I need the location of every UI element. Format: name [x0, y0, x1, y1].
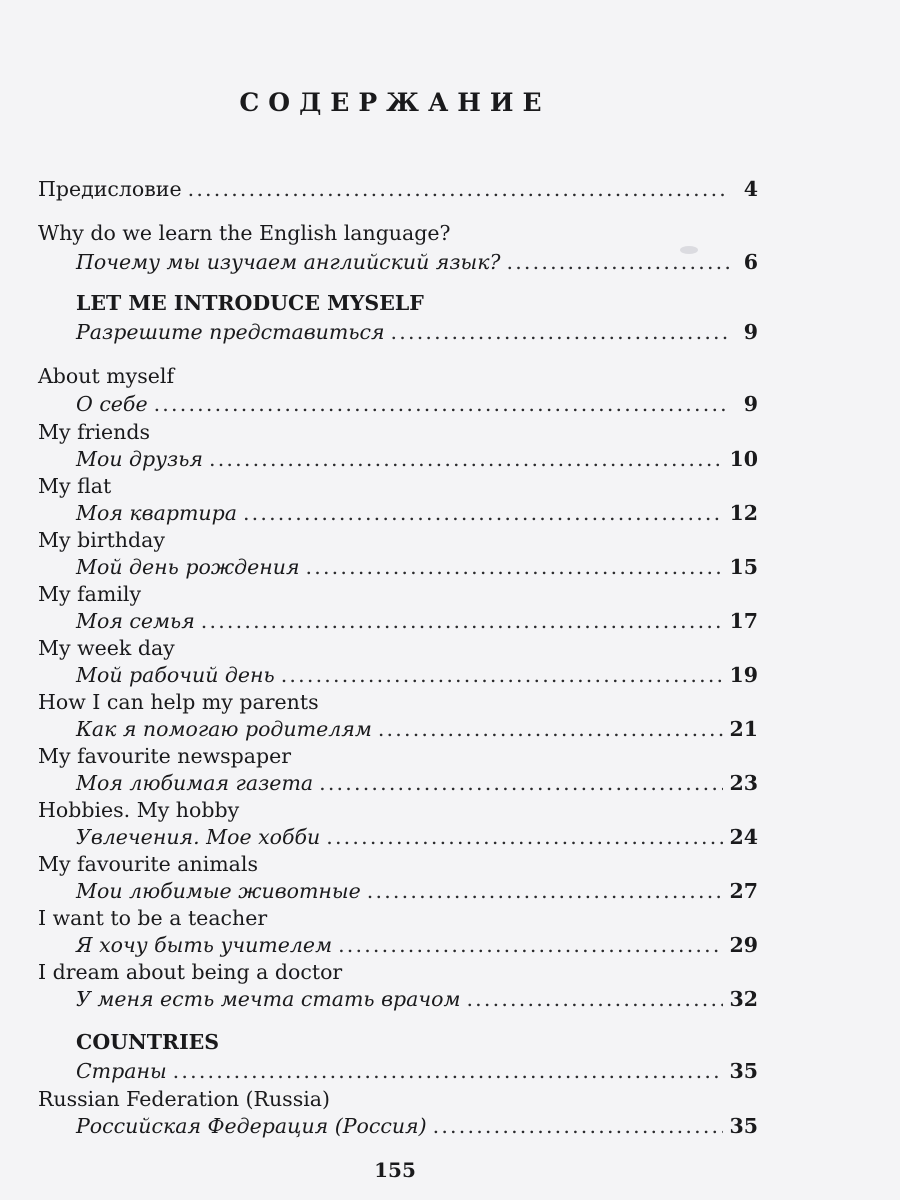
toc-entry-text: Мои любимые животные	[76, 879, 361, 903]
toc-page-number: 12	[729, 501, 758, 525]
toc-entry	[76, 318, 758, 346]
toc-page-number: 19	[729, 663, 758, 687]
toc-entry-title: Why do we learn the English language?	[38, 221, 451, 245]
toc-entry	[76, 499, 758, 527]
toc-entry	[76, 715, 758, 743]
toc-entry-title: My favourite animals	[38, 852, 258, 876]
toc-entry	[76, 661, 758, 689]
toc-entry	[76, 931, 758, 959]
toc-section-heading: COUNTRIES	[76, 1030, 220, 1054]
toc-entry-text: Мой рабочий день	[76, 663, 275, 687]
toc-entry-text: О себе	[76, 392, 148, 416]
toc-entry-text: Страны	[76, 1059, 167, 1083]
dot-leader	[506, 248, 730, 276]
toc-page-number: 21	[729, 717, 758, 741]
dot-leader	[378, 715, 724, 743]
dot-leader	[243, 499, 724, 527]
dot-leader	[281, 661, 724, 689]
toc-entry-title: My week day	[38, 636, 175, 660]
toc-entry-title: Russian Federation (Russia)	[38, 1087, 330, 1111]
toc-entry-title: My birthday	[38, 528, 165, 552]
dot-leader	[391, 318, 730, 346]
toc-entry	[76, 390, 758, 418]
dot-leader	[338, 931, 723, 959]
toc-entry-preface	[38, 175, 758, 203]
dot-leader	[367, 877, 724, 905]
toc-entry	[76, 553, 758, 581]
toc-entry-title: About myself	[38, 364, 175, 388]
toc-entry-text: Моя любимая газета	[76, 771, 314, 795]
toc-entry-title: My favourite newspaper	[38, 744, 292, 768]
toc-entry-title: I dream about being a doctor	[38, 960, 343, 984]
toc-page-number: 29	[729, 933, 758, 957]
toc-page-number: 10	[729, 447, 758, 471]
toc-page-number: 9	[743, 320, 758, 344]
toc-entry-text: Разрешите представиться	[76, 320, 385, 344]
toc-page-number: 35	[729, 1059, 758, 1083]
toc-page-number: 9	[743, 392, 758, 416]
toc-entry	[76, 1057, 758, 1085]
toc-page-number: 6	[743, 250, 758, 274]
toc-entry-text: Почему мы изучаем английский язык?	[76, 250, 501, 274]
dot-leader	[154, 390, 730, 418]
toc-entry	[76, 877, 758, 905]
toc-entry-text: Мой день рождения	[76, 555, 300, 579]
toc-entry-title: I want to be a teacher	[38, 906, 268, 930]
toc-entry-text: Моя квартира	[76, 501, 237, 525]
page-title: СОДЕРЖАНИЕ	[239, 88, 551, 117]
toc-entry	[76, 1112, 758, 1140]
toc-entry-title: How I can help my parents	[38, 690, 319, 714]
toc-entry-title: My family	[38, 582, 142, 606]
toc-entry-title: My friends	[38, 420, 151, 444]
toc-entry-text: У меня есть мечта стать врачом	[76, 987, 461, 1011]
toc-entry-text: Как я помогаю родителям	[76, 717, 372, 741]
toc-page-number: 23	[729, 771, 758, 795]
toc-entry	[76, 445, 758, 473]
toc-page-number: 24	[729, 825, 758, 849]
dot-leader	[209, 445, 723, 473]
toc-entry-text: Предисловие	[38, 177, 182, 201]
toc-page-number: 27	[729, 879, 758, 903]
toc-page-number: 35	[729, 1114, 758, 1138]
dot-leader	[306, 553, 724, 581]
page-number-footer: 155	[374, 1158, 416, 1182]
dot-leader	[326, 823, 723, 851]
toc-entry	[76, 769, 758, 797]
dot-leader	[319, 769, 723, 797]
toc-entry	[76, 823, 758, 851]
toc-section-heading: LET ME INTRODUCE MYSELF	[76, 291, 424, 315]
toc-entry	[76, 607, 758, 635]
toc-entry-text: Мои друзья	[76, 447, 203, 471]
toc-entry-text: Я хочу быть учителем	[76, 933, 333, 957]
toc-page-number: 4	[743, 177, 758, 201]
toc-entry-text: Моя семья	[76, 609, 195, 633]
toc-entry-text: Российская Федерация (Россия)	[76, 1114, 427, 1138]
dot-leader	[433, 1112, 724, 1140]
toc-entry	[76, 985, 758, 1013]
toc-page-number: 32	[729, 987, 758, 1011]
dot-leader	[466, 985, 723, 1013]
toc-page-number: 15	[729, 555, 758, 579]
dot-leader	[173, 1057, 724, 1085]
toc-entry-text: Увлечения. Мое хобби	[76, 825, 321, 849]
toc-entry-title: Hobbies. My hobby	[38, 798, 240, 822]
toc-page-number: 17	[729, 609, 758, 633]
toc-entry	[76, 248, 758, 276]
dot-leader	[201, 607, 724, 635]
toc-entry-title: My flat	[38, 474, 112, 498]
dot-leader	[188, 175, 730, 203]
